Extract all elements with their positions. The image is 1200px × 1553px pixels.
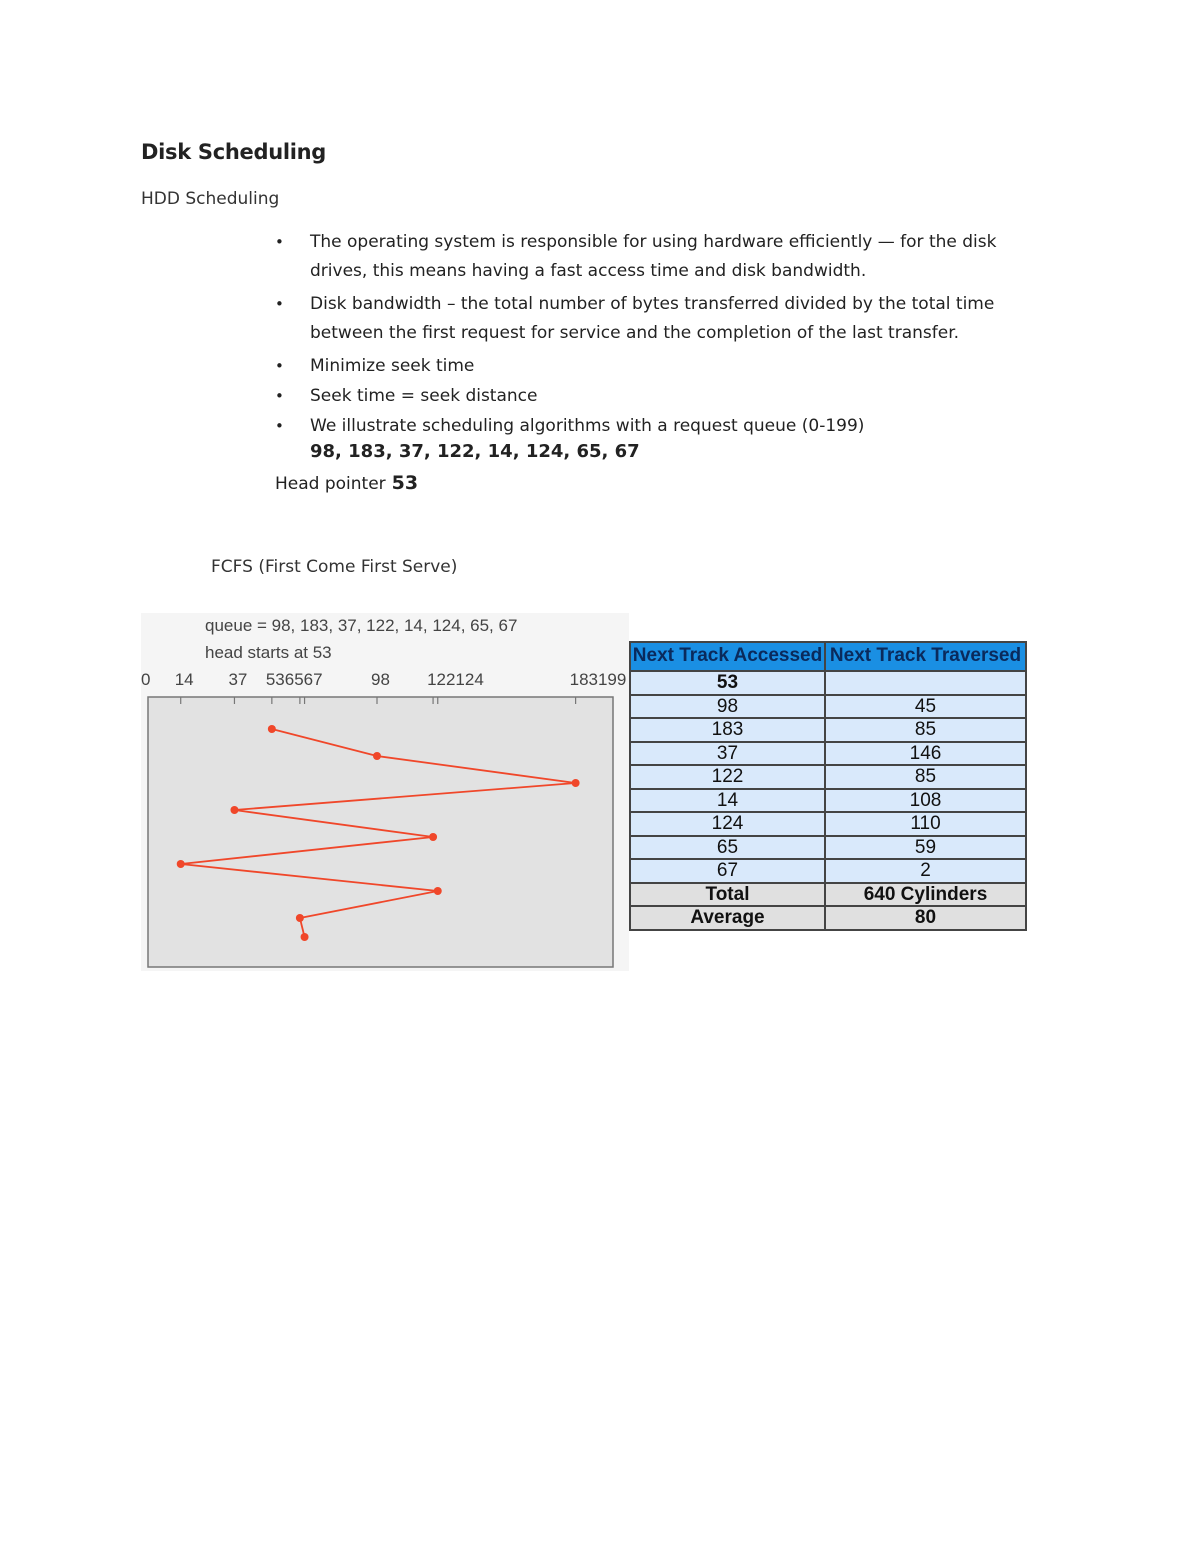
bullet-icon: • (275, 233, 284, 251)
seek-point (268, 725, 276, 733)
bullet-text: Disk bandwidth – the total number of bytes transferred divided by the total time between the first request for service and the completion of the last transfer. (310, 294, 995, 343)
cell-accessed: 37 (630, 742, 825, 766)
cell-accessed: 67 (630, 859, 825, 883)
table-row (630, 789, 1026, 813)
seek-point (434, 887, 442, 895)
cell-accessed: 183 (630, 718, 825, 742)
table-row (630, 671, 1026, 695)
bullet-icon: • (275, 295, 284, 313)
seek-point (373, 752, 381, 760)
bullet-icon: • (275, 387, 284, 405)
bullet-list (272, 228, 1032, 469)
table-row (630, 836, 1026, 860)
table-header-row (630, 642, 1026, 671)
seek-point (296, 914, 304, 922)
bullet-icon: • (275, 357, 284, 375)
cell-traversed: 85 (825, 765, 1026, 789)
bullet-text: The operating system is responsible for using hardware efficiently — for the disk drives, this means having a fast access time and disk bandwidth. (310, 232, 997, 281)
bullet-item (272, 382, 1032, 411)
plot-area (148, 697, 613, 967)
bullet-text: Minimize seek time (310, 356, 475, 376)
seek-point (301, 933, 309, 941)
seek-point (572, 779, 580, 787)
tick-label: 14 (174, 670, 194, 689)
bullet-icon: • (275, 417, 284, 435)
cell-accessed: 124 (630, 812, 825, 836)
seek-point (429, 833, 437, 841)
average-label: Average (630, 906, 825, 930)
bullet-text: Seek time = seek distance (310, 386, 538, 406)
bullet-item (272, 228, 1032, 286)
bullet-item (272, 412, 1032, 465)
cell-accessed: 122 (630, 765, 825, 789)
tick-label: 98 (370, 670, 390, 689)
fcfs-chart (141, 613, 629, 971)
average-row (630, 906, 1026, 930)
track-table (629, 641, 1027, 931)
bullet-item (272, 352, 1032, 381)
cell-accessed: 53 (630, 671, 825, 695)
table-row (630, 859, 1026, 883)
page-title: Disk Scheduling (141, 140, 327, 164)
average-value: 80 (825, 906, 1026, 930)
table-row (630, 695, 1026, 719)
figure-head-text: head starts at 53 (205, 643, 332, 662)
head-pointer (275, 472, 418, 494)
table-row (630, 718, 1026, 742)
tick-label: 122124 (427, 670, 484, 689)
cell-accessed: 98 (630, 695, 825, 719)
figure-queue-text: queue = 98, 183, 37, 122, 14, 124, 65, 67 (205, 616, 518, 635)
head-pointer-value: 53 (391, 472, 419, 494)
total-value: 640 Cylinders (825, 883, 1026, 907)
cell-accessed: 14 (630, 789, 825, 813)
bullet-item (272, 290, 1032, 348)
cell-traversed: 45 (825, 695, 1026, 719)
cell-accessed: 65 (630, 836, 825, 860)
bullet-text: We illustrate scheduling algorithms with a request queue (0-199) (310, 416, 865, 436)
table-row (630, 742, 1026, 766)
tick-label: 536567 (265, 670, 323, 689)
tick-label: 183199 (569, 670, 627, 689)
cell-traversed: 146 (825, 742, 1026, 766)
cell-traversed: 110 (825, 812, 1026, 836)
tick-label: 0 (141, 670, 151, 689)
section-subtitle: HDD Scheduling (141, 189, 280, 209)
tick-label: 37 (228, 670, 248, 689)
cell-traversed (825, 671, 1026, 695)
seek-point (177, 860, 185, 868)
table-row (630, 812, 1026, 836)
header-next-track-accessed: Next Track Accessed (630, 642, 825, 671)
head-pointer-label: Head pointer (275, 474, 386, 494)
cell-traversed: 108 (825, 789, 1026, 813)
total-row (630, 883, 1026, 907)
cell-traversed: 85 (825, 718, 1026, 742)
total-label: Total (630, 883, 825, 907)
table-row (630, 765, 1026, 789)
queue-values: 98, 183, 37, 122, 14, 124, 65, 67 (310, 441, 640, 462)
cell-traversed: 59 (825, 836, 1026, 860)
fcfs-figure (141, 613, 629, 971)
seek-point (230, 806, 238, 814)
cell-traversed: 2 (825, 859, 1026, 883)
fcfs-label: FCFS (First Come First Serve) (211, 557, 458, 577)
header-next-track-traversed: Next Track Traversed (825, 642, 1026, 671)
